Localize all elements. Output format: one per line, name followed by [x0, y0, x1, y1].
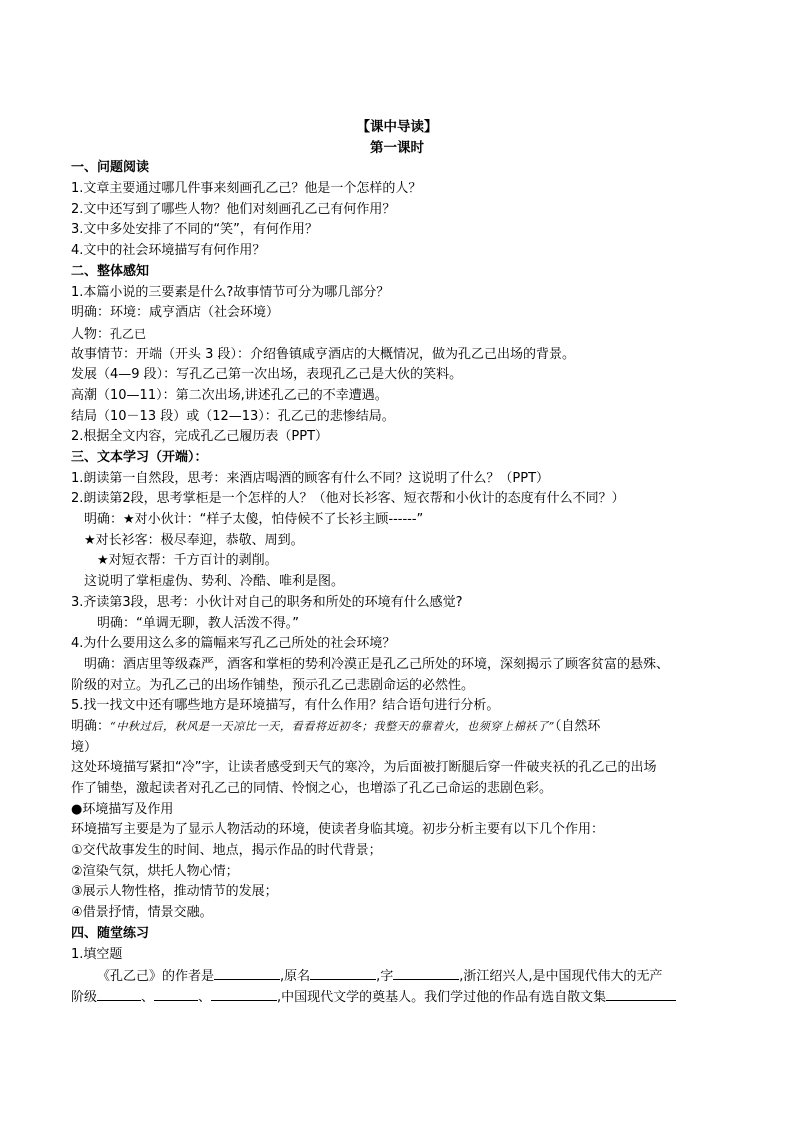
novel-quote: “中秋过后，秋风是一天凉比一天，看看将近初冬；我整天的靠着火，也须穿上棉袄了”: [110, 719, 555, 733]
sub-heading-fill-blank: 1.填空题: [71, 946, 123, 962]
env-heading: ●环境描写及作用: [71, 801, 174, 817]
answer-prefix: 明确：: [71, 718, 111, 734]
question-item: 4.文中的社会环境描写有何作用？: [71, 243, 266, 259]
analysis-line: 作了铺垫，激起读者对孔乙己的同情、怜悯之心，也增添了孔乙己命运的悲剧色彩。: [71, 781, 553, 796]
question-item: 5.找一找文中还有哪些地方是环境描写，有什么作用？结合语句进行分析。: [71, 698, 500, 714]
page-title: 【课中导读】: [356, 119, 438, 135]
question-item: 1.本篇小说的三要素是什么?故事情节可分为哪几部分？: [71, 284, 390, 300]
answer-suffix: （自然环: [554, 718, 601, 734]
fill-text: 、: [141, 989, 155, 1005]
plot-line: 发展（4—9 段）：写孔乙己第一次出场，表现孔乙己是大伙的笑料。: [71, 367, 463, 383]
answer-line: 明确：“单调无聊，教人活泼不得。”: [97, 615, 299, 631]
fill-blank-line: [71, 986, 723, 1007]
section-heading-overall: 二、整体感知: [71, 263, 150, 279]
question-item: 2.文中还写到了哪些人物？他们对刻画孔乙己有何作用？: [71, 201, 396, 217]
answer-line: 明确：酒店里等级森严，酒客和掌柜的势利冷漠正是孔乙己所处的环境，深刻揭示了顾客贫富的悬殊、: [84, 656, 670, 672]
question-item: 2.朗读第2段，思考掌柜是一个怎样的人？（他对长衫客、短衣帮和小伙计的态度有什么不同？）: [71, 491, 625, 507]
fill-text: ,原名: [280, 969, 311, 985]
fill-text: ,浙江绍兴人,是中国现代伟大的无产: [459, 969, 663, 985]
fill-text: 、: [198, 989, 212, 1005]
blank-author[interactable]: [214, 965, 280, 980]
question-item: 2.根据全文内容，完成孔乙己履历表（PPT）: [71, 429, 329, 445]
section-heading-practice: 四、随堂练习: [71, 925, 150, 941]
analysis-line: 这处环境描写紧扣“冷”字，让读者感受到天气的寒冷，为后面被打断腿后穿一件破夹袄的孔乙己的出场: [71, 760, 657, 776]
plot-line: 故事情节：开端（开头 3 段）：介绍鲁镇咸亨酒店的大概情况，做为孔乙己出场的背景。: [71, 346, 576, 362]
blank-identity-1[interactable]: [97, 986, 141, 1001]
env-item: ①交代故事发生的时间、地点，揭示作品的时代背景；: [71, 843, 382, 859]
answer-characters-label: 人物：: [71, 326, 111, 342]
fill-text: ,字: [376, 969, 394, 985]
question-item: 4.为什么要用这么多的篇幅来写孔乙己所处的社会环境？: [71, 636, 396, 652]
env-intro: 环境描写主要是为了显示人物活动的环境，使读者身临其境。初步分析主要有以下几个作用：: [71, 822, 605, 838]
fill-blank-line: [71, 965, 723, 986]
plot-line: 结局（10－13 段）或（12—13）：孔乙己的悲惨结局。: [71, 408, 395, 424]
answer-line: 这说明了掌柜虚伪、势利、冷酷、唯利是图。: [84, 574, 345, 590]
blank-essay-collection[interactable]: [606, 986, 676, 1001]
question-item: 3.文中多处安排了不同的“笑”，有何作用？: [71, 222, 318, 238]
fill-text: 《孔乙己》的作者是: [97, 969, 215, 985]
env-item: ②渲染气氛，烘托人物心情；: [71, 863, 239, 879]
page-subtitle: 第一课时: [370, 139, 424, 156]
answer-line: ★对长衫客：极尽奉迎，恭敬、周到。: [84, 532, 304, 548]
question-item: 3.齐读第3段，思考：小伙计对自己的职务和所处的环境有什么感觉?: [71, 594, 463, 610]
answer-line: 明确：★对小伙计：“样子太傻，怕侍候不了长衫主顾------”: [84, 512, 424, 528]
env-item: ③展示人物性格，推动情节的发展；: [71, 884, 278, 900]
blank-original-name[interactable]: [310, 965, 376, 980]
answer-quote-line: [71, 717, 723, 738]
blank-courtesy-name[interactable]: [393, 965, 459, 980]
answer-line: 境）: [71, 739, 98, 755]
plot-line: 高潮（10—11）：第二次出场,讲述孔乙己的不幸遭遇。: [71, 387, 388, 403]
answer-line: 阶级的对立。为孔乙己的出场作铺垫，预示孔乙己悲剧命运的必然性。: [71, 677, 475, 693]
blank-identity-2[interactable]: [154, 986, 198, 1001]
document-body: [71, 117, 723, 1007]
question-item: 1.文章主要通过哪几件事来刻画孔乙己？他是一个怎样的人？: [71, 181, 422, 197]
blank-identity-3[interactable]: [211, 986, 277, 1001]
answer-characters: [71, 324, 723, 345]
answer-line: ★对短衣帮：千方百计的剥削。: [97, 553, 278, 569]
section-heading-question-reading: 一、问题阅读: [71, 160, 150, 176]
answer-characters-value: 孔乙已: [110, 326, 147, 341]
answer-environment: 明确：环境：咸亨酒店（社会环境）: [71, 305, 280, 321]
fill-text: 阶级: [71, 989, 98, 1005]
env-item: ④借景抒情，情景交融。: [71, 905, 213, 921]
question-item: 1.朗读第一自然段，思考：来酒店喝酒的顾客有什么不同？这说明了什么？（PPT）: [71, 470, 550, 486]
fill-text: ,中国现代文学的奠基人。我们学过他的作品有选自散文集: [277, 989, 607, 1005]
section-heading-text-study: 三、文本学习（开端）：: [71, 450, 208, 465]
